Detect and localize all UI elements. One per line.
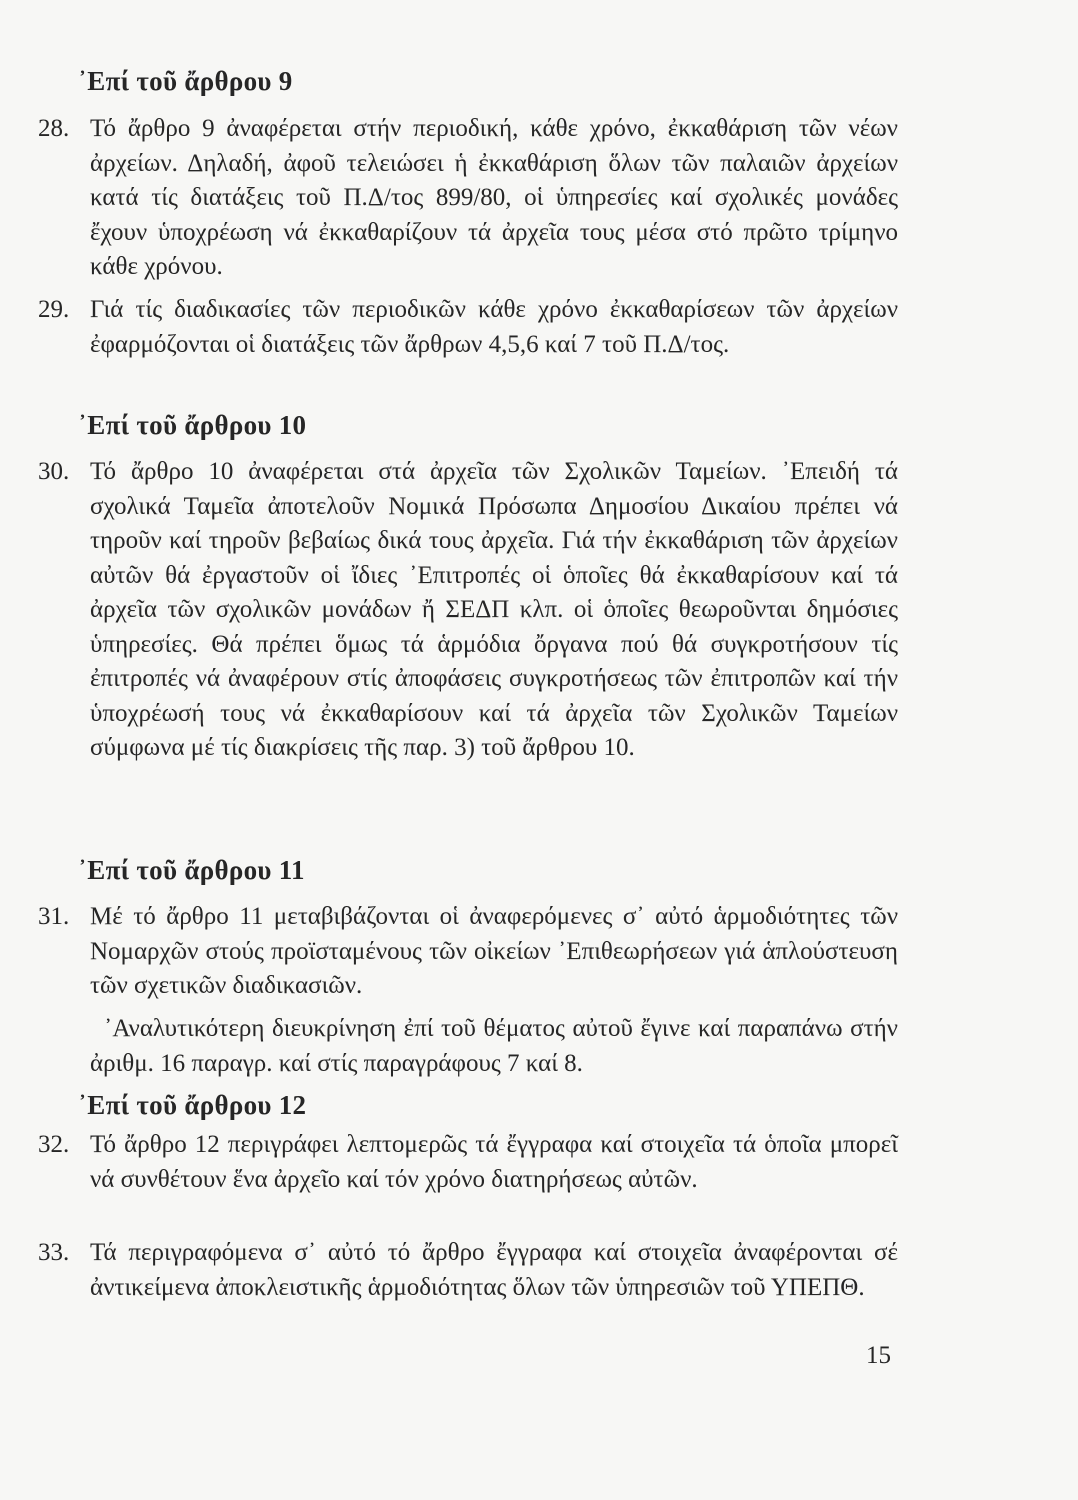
paragraph-30 — [38, 455, 898, 766]
paragraph-number: 33. — [38, 1239, 70, 1266]
paragraph-number: 29. — [38, 296, 70, 323]
section-heading-article-10: ᾿Επί τοῦ ἄρθρου 10 — [78, 410, 307, 440]
section-heading-article-11: ᾿Επί τοῦ ἄρθρου 11 — [78, 855, 305, 885]
paragraph-number: 30. — [38, 458, 70, 485]
paragraph-31-continuation: ᾿Αναλυτικότερη διευκρίνηση ἐπί τοῦ θέματος αὐτοῦ ἔγινε καί παραπάνω στήν ἀριθμ. 16 παραγρ. καί στίς παραγράφους 7 καί 8. — [90, 1015, 898, 1077]
page-number: 15 — [866, 1342, 891, 1369]
paragraph-text: Τό ἄρθρο 9 ἀναφέρεται στήν περιοδική, κάθε χρόνο, ἐκκαθάριση τῶν νέων ἀρχείων. Δηλαδή, ἀφοῦ τελειώσει ἡ ἐκκαθάριση ὅλων τῶν παλαιῶν ἀρχείων κατά τίς διατάξεις τοῦ Π.Δ/τος 899/80, οἱ ὑπηρεσίες καί σχολικές μονάδες ἔχουν ὑποχρέωση νά ἐκκαθαρίζουν τά ἀρχεῖα τους μέσα στό πρῶτο τρίμηνο κάθε χρόνου. — [90, 115, 898, 280]
section-heading-article-12: ᾿Επί τοῦ ἄρθρου 12 — [78, 1090, 307, 1120]
paragraph-number: 28. — [38, 115, 70, 142]
paragraph-29 — [38, 293, 898, 362]
section-heading-article-9: ᾿Επί τοῦ ἄρθρου 9 — [78, 66, 293, 96]
paragraph-text: Τό ἄρθρο 10 ἀναφέρεται στά ἀρχεῖα τῶν Σχολικῶν Ταμείων. ᾿Επειδή τά σχολικά Ταμεῖα ἀποτελοῦν Νομικά Πρόσωπα Δημοσίου Δικαίου πρέπει νά τηροῦν καί τηροῦν βεβαίως δικά τους ἀρχεῖα. Γιά τήν ἐκκαθάριση τῶν ἀρχείων αὐτῶν θά ἐργαστοῦν οἱ ἴδιες ᾿Επιτροπές οἱ ὁποῖες θά ἐκκαθαρίσουν καί τά ἀρχεῖα τῶν σχολικῶν μονάδων ἤ ΣΕΔΠ κλπ. οἱ ὁποῖες θεωροῦνται δημόσιες ὑπηρεσίες. Θά πρέπει ὅμως τά ἁρμόδια ὄργανα πού θά συγκροτήσουν τίς ἐπιτροπές νά ἀναφέρουν στίς ἀποφάσεις συγκροτήσεως τῶν ἐπιτροπῶν καί τήν ὑποχρέωσή τους νά ἐκκαθαρίσουν καί τά ἀρχεῖα τῶν Σχολικῶν Ταμείων σύμφωνα μέ τίς διακρίσεις τῆς παρ. 3) τοῦ ἄρθρου 10. — [90, 458, 898, 761]
paragraph-text: Γιά τίς διαδικασίες τῶν περιοδικῶν κάθε χρόνο ἐκκαθαρίσεων τῶν ἀρχείων ἐφαρμόζονται οἱ διατάξεις τῶν ἄρθρων 4,5,6 καί 7 τοῦ Π.Δ/τος. — [90, 296, 898, 358]
paragraph-number: 31. — [38, 903, 70, 930]
paragraph-33 — [38, 1236, 898, 1305]
paragraph-32 — [38, 1128, 898, 1197]
paragraph-text: Τά περιγραφόμενα σ᾿ αὐτό τό ἄρθρο ἔγγραφα καί στοιχεῖα ἀναφέρονται σέ ἀντικείμενα ἀποκλειστικῆς ἁρμοδιότητας ὅλων τῶν ὑπηρεσιῶν τοῦ ΥΠΕΠΘ. — [90, 1239, 898, 1301]
paragraph-number: 32. — [38, 1131, 70, 1158]
paragraph-text: Τό ἄρθρο 12 περιγράφει λεπτομερῶς τά ἔγγραφα καί στοιχεῖα τά ὁποῖα μπορεῖ νά συνθέτουν ἕνα ἀρχεῖο καί τόν χρόνο διατηρήσεως αὐτῶν. — [90, 1131, 898, 1193]
paragraph-28 — [38, 112, 898, 285]
paragraph-text: Μέ τό ἄρθρο 11 μεταβιβάζονται οἱ ἀναφερόμενες σ᾿ αὐτό ἁρμοδιότητες τῶν Νομαρχῶν στούς προϊσταμένους τῶν οἰκείων ᾿Επιθεωρήσεων γιά ἁπλούστευση τῶν σχετικῶν διαδικασιῶν. — [90, 903, 898, 999]
paragraph-31 — [38, 900, 898, 1004]
